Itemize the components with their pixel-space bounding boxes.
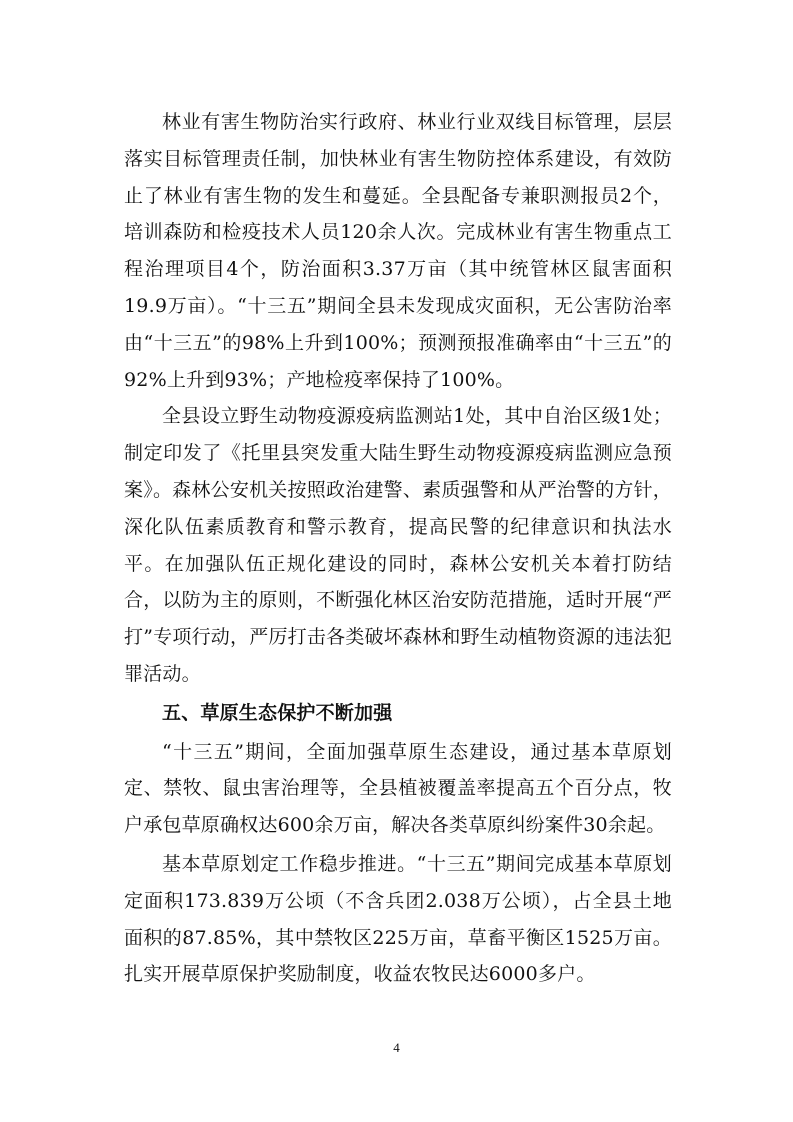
document-body xyxy=(124,104,672,993)
paragraph-pest-control: 林业有害生物防治实行政府、林业行业双线目标管理，层层落实目标管理责任制，加快林业有害生物防控体系建设，有效防止了林业有害生物的发生和蔓延。全县配备专兼职测报员2个，培训森防和检疫技术人员120余人次。完成林业有害生物重点工程治理项目4个，防治面积3.37万亩（其中统管林区鼠害面积19.9万亩）。“十三五”期间全县未发现成灾面积，无公害防治率由“十三五”的98%上升到100%；预测预报准确率由“十三五”的92%上升到93%；产地检疫率保持了100%。 xyxy=(124,111,672,391)
section-heading: 五、草原生态保护不断加强 xyxy=(162,701,393,724)
paragraph-basic-grassland: 基本草原划定工作稳步推进。“十三五”期间完成基本草原划定面积173.839万公顷（不含兵团2.038万公顷），占全县土地面积的87.85%，其中禁牧区225万亩，草畜平衡区1525万亩。扎实开展草原保护奖励制度，收益农牧民达6000多户。 xyxy=(124,852,672,986)
page-number: 4 xyxy=(393,1040,400,1055)
paragraph-grassland-overview: “十三五”期间，全面加强草原生态建设，通过基本草原划定、禁牧、鼠虫害治理等，全县植被覆盖率提高五个百分点，牧户承包草原确权达600余万亩，解决各类草原纠纷案件30余起。 xyxy=(124,740,672,837)
paragraph-wildlife-monitoring: 全县设立野生动物疫源疫病监测站1处，其中自治区级1处；制定印发了《托里县突发重大陆生野生动物疫源疫病监测应急预案》。森林公安机关按照政治建警、素质强警和从严治警的方针，深化队伍素质教育和警示教育，提高民警的纪律意识和执法水平。在加强队伍正规化建设的同时，森林公安机关本着打防结合，以防为主的原则，不断强化林区治安防范措施，适时开展“严打”专项行动，严厉打击各类破坏森林和野生动植物资源的违法犯罪活动。 xyxy=(124,405,672,685)
